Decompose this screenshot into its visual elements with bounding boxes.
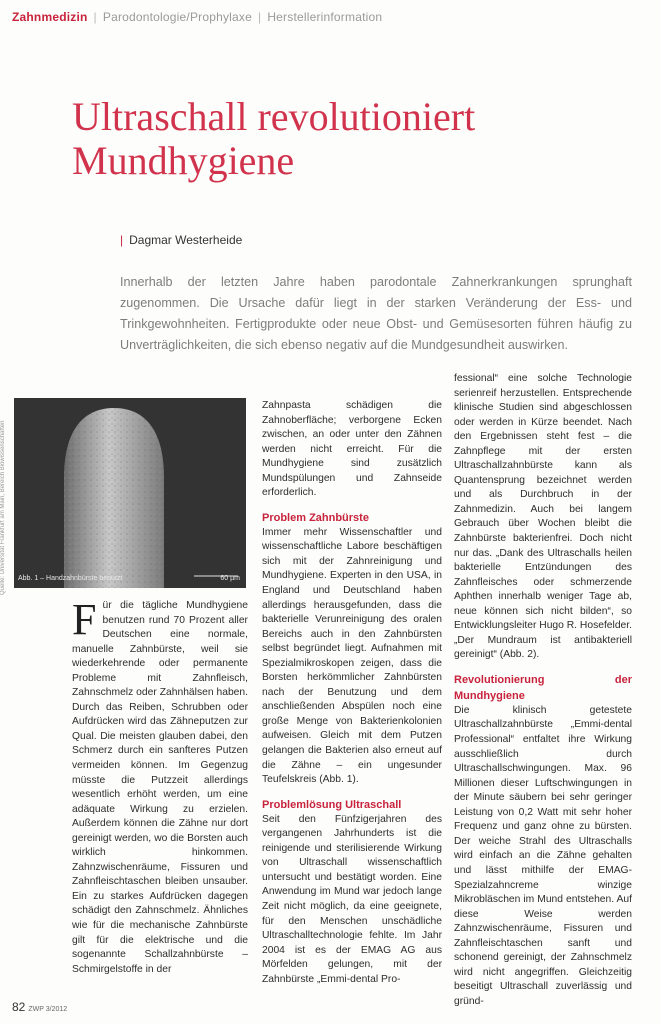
figure-caption: Abb. 1 – Handzahnbürste benutzt <box>18 575 123 582</box>
header-separator: | <box>257 10 262 24</box>
paragraph: ür die tägliche Mundhygiene benutzen rund 70 Prozent aller Deutschen eine normale, manuelle Zahnbürste, weil sie wiederkehrende oder permanente Probleme mit Zahnfleisch, Zahnschmelz oder Zahnhälsen haben. Durch das Reiben, Schrubben oder Aufdrücken wird das Zähneputzen zur Qual. Die meisten glauben dabei, den Schmerz durch ein sanfteres Putzen vermeiden können. Im Gegenzug müsste die Putzzeit allerdings wesentlich erhöht werden, um eine adäquate Wirkung zu erzielen. Außerdem können die Zähne nur dort gereinigt werden, wo die Borsten auch wirklich hinkommen. Zahnzwischenräume, Fissuren und Zahnfleischtaschen bleiben unsauber. Ein zu starkes Aufdrücken dagegen schädigt den Zahnschmelz. Ähnliches wie für die mechanische Zahnbürste gilt für die elektrische und die sogenannte Schallzahnbürste – Schmirgelstoffe in der <box>72 600 248 975</box>
running-header <box>12 10 382 24</box>
section-heading: Problemlösung Ultraschall <box>262 798 402 811</box>
section-heading: Problem Zahnbürste <box>262 511 369 524</box>
header-type: Herstellerinformation <box>267 10 383 24</box>
figure-credit: Quelle: Universität Frankfurt am Main, Bereich Biowissenschaften <box>0 420 6 595</box>
author-name: Dagmar Westerheide <box>129 233 243 247</box>
paragraph: Seit den Fünfzigerjahren des vergangenen Jahrhunderts ist die reinigende und sterilisierende Wirkung von Ultraschall wissenschaftlich untersucht und bestätigt worden. Eine Anwendung im Mund war jedoch lange Zeit nicht möglich, da eine geeignete, für den Menschen unschädliche Ultraschalltechnologie fehlte. Im Jahr 2004 ist es der EMAG AG aus Mörfelden gelungen, mit der Zahnbürste „Emmi-dental Pro- <box>262 813 442 985</box>
header-subcategory: Parodontologie/Prophylaxe <box>102 10 252 24</box>
page-footer <box>12 1000 67 1014</box>
author-line <box>120 233 242 247</box>
header-category: Zahnmedizin <box>12 10 88 24</box>
article-column-2 <box>262 399 442 987</box>
article-column-3 <box>454 372 632 1009</box>
bristle-image <box>14 398 246 588</box>
article-intro: Innerhalb der letzten Jahre haben parodontale Zahnerkrankungen sprunghaft zugenommen. Die Ursache dafür liegt in der starken Veränderung der Ess- und Trinkgewohnheiten. Fertigprodukte oder neue Obst- und Gemüsesorten führen häufig zu Unverträglichkeiten, die sich ebenso negativ auf die Mundgesundheit auswirken. <box>120 275 632 352</box>
paragraph: Immer mehr Wissenschaftler und wissenschaftliche Labore beschäftigen sich mit der Zahnreinigung und Mundhygiene. Experten in den USA, in England und Deutschland haben allerdings herausgefunden, dass die bakterielle Verunreinigung des oralen Bereichs auch in den Zahnbürsten selbst begründet liegt. Aufnahmen mit Spezialmikroskopen zeigen, dass die Borsten herkömmlicher Zahnbürsten nach der Benutzung und dem anschließenden Abspülen noch eine große Menge von Bakterienkolonien aufweisen. Gleich mit dem Putzen gelangen die Bakterien also erneut auf die Zähne – ein ungesunder Teufelskreis (Abb. 1). <box>262 526 442 786</box>
article-column-1 <box>72 595 248 977</box>
paragraph: Die klinisch getestete Ultraschallzahnbürste „Emmi-dental Professional“ entfaltet ihre Wirkung ausschließlich durch Ultraschallschwingungen. Max. 96 Millionen dieser Luftschwingungen in der Minute säubern bei sehr geringer Leistung von 0,2 Watt mit sehr hoher Frequenz und ganz ohne zu bürsten. Der weiche Strahl des Ultraschalls wird einfach an die Zähne gehalten und lässt mithilfe der EMAG-Spezialzahncreme winzige Mikrobläschen im Mund entstehen. Auf diese Weise werden Zahnzwischenräume, Fissuren und Zahnfleischtaschen sanft und schonend gereinigt, der Zahnschmelz wird nicht angegriffen. Gleichzeitig beseitigt Ultraschall zuverlässig und gründ- <box>454 704 632 1007</box>
author-bar: | <box>120 233 124 247</box>
article-title: Ultraschall revolutioniert Mundhygiene <box>72 94 476 183</box>
section-heading: Revolutionierung der Mundhygiene <box>454 673 632 702</box>
paragraph: Zahnpasta schädigen die Zahnoberfläche; verborgene Ecken zwischen, an oder unter den Zähnen werden nicht erreicht. Für die Mundhygiene sind zusätzlich Mundspülungen und Zahnseide erforderlich. <box>262 400 442 499</box>
figure-scale-bar: 60 µm <box>220 575 240 582</box>
header-separator: | <box>93 10 97 24</box>
paragraph: fessional“ eine solche Technologie serienreif herzustellen. Entsprechende klinische Studien sind abgeschlossen oder werden in Kürze beendet. Nach den Ergebnissen steht fest – die Zahnpflege mit der ersten Ultraschallzahnbürste kann als Quantensprung bezeichnet werden und als Durchbruch in der Zahnmedizin. Auch bei langem Gebrauch über Wochen bleibt die Zahnbürste bakterienfrei. Doch nicht nur das. „Dank des Ultraschalls heilen bakterielle Entzündungen des Zahnfleisches oder schmerzende Aphthen innerhalb weniger Tage ab, neue können sich nicht bilden“, so Entwicklungsleiter Hugo R. Hosefelder. „Der Mundraum ist antibakteriell gereinigt“ (Abb. 2). <box>454 373 632 661</box>
page-number: 82 <box>12 1000 26 1014</box>
journal-issue: ZWP 3/2012 <box>28 1006 68 1013</box>
figure-bristle-micrograph <box>14 398 246 588</box>
drop-cap: F <box>72 595 97 644</box>
